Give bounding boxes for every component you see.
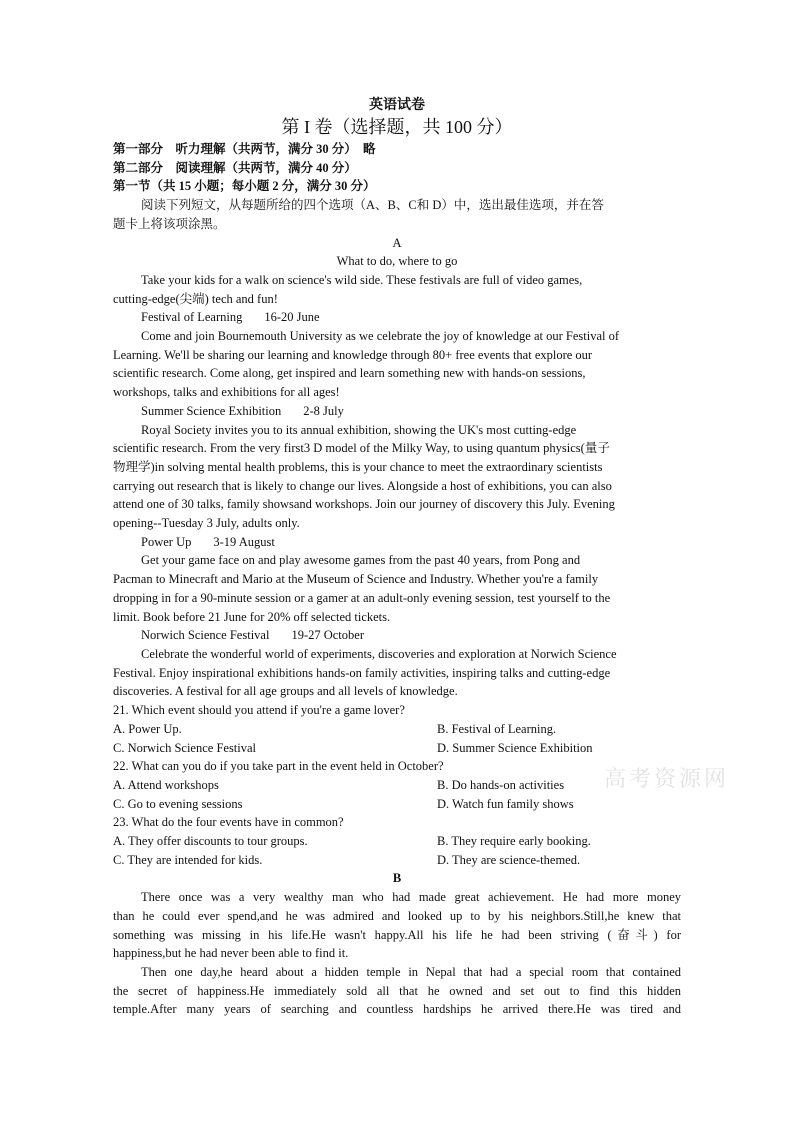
paper-title: 英语试卷	[369, 98, 425, 113]
option-row	[113, 776, 681, 795]
option-row	[113, 739, 681, 758]
passage-line: happiness,but he had never been able to find it.	[113, 946, 349, 961]
option-row	[113, 832, 681, 851]
passage-a-letter: A	[392, 235, 402, 250]
option-row	[113, 720, 681, 739]
passage-b-letter: B	[392, 871, 402, 886]
passage-line: Then one day,he heard about a hidden temple in Nepal that had a special room that contained	[141, 964, 681, 979]
section1-heading: 第一节（共 15 小题；每小题 2 分，满分 30 分）	[113, 179, 376, 194]
passage-line: limit. Book before 21 June for 20% off selected tickets.	[113, 609, 391, 624]
passage-line: something was missing in his life.He wasn't happy.All his life he had been striving (奋斗) for	[113, 927, 681, 942]
event-date: 16-20 June	[264, 310, 320, 325]
passage-line: Royal Society invites you to its annual exhibition, showing the UK's most cutting-edge	[141, 422, 577, 437]
passage-line: attend one of 30 talks, family showsand workshops. Join our journey of discovery this July. Evening	[113, 497, 615, 512]
option-row	[113, 851, 681, 870]
event-date: 2-8 July	[303, 403, 344, 418]
passage-line: Celebrate the wonderful world of experiments, discoveries and exploration at Norwich Science	[141, 646, 617, 661]
option-a[interactable]: A. They offer discounts to tour groups.	[113, 834, 308, 849]
question-stem: 22. What can you do if you take part in the event held in October?	[113, 759, 444, 774]
option-b[interactable]: B. Do hands-on activities	[437, 777, 565, 792]
option-b[interactable]: B. Festival of Learning.	[437, 721, 557, 736]
passage-line: scientific research. From the very first3 D model of the Milky Way, to using quantum physics(量子	[113, 441, 610, 456]
watermark: 高考资源网	[604, 767, 730, 792]
option-a[interactable]: A. Power Up.	[113, 721, 182, 736]
passage-line: opening--Tuesday 3 July, adults only.	[113, 516, 300, 531]
passage-line: dropping in for a 90-minute session or a gamer at an adult-only evening session, test yourself to the	[113, 590, 611, 605]
event-date: 19-27 October	[291, 628, 364, 643]
passage-line: than he could ever spend,and he was admired and looked up to by his neighbors.Still,he knew that	[113, 908, 681, 923]
passage-line: Pacman to Minecraft and Mario at the Museum of Science and Industry. Whether you're a family	[113, 572, 599, 587]
event-name: Summer Science Exhibition	[141, 403, 282, 418]
exam-page	[113, 96, 681, 1019]
part2-heading: 第二部分 阅读理解（共两节，满分 40 分）	[113, 160, 357, 175]
passage-line: There once was a very wealthy man who had made great achievement. He had more money	[141, 890, 681, 905]
passage-line: discoveries. A festival for all age groups and all levels of knowledge.	[113, 684, 458, 699]
passage-line: carrying out research that is likely to change our lives. Alongside a host of exhibitions, you can also	[113, 478, 612, 493]
volume-title: 第 I 卷（选择题，共 100 分）	[281, 117, 513, 137]
option-row	[113, 795, 681, 814]
passage-line: workshops, talks and exhibitions for all ages!	[113, 385, 340, 400]
event-name: Norwich Science Festival	[141, 628, 270, 643]
passage-line: temple.After many years of searching and countless hardships he arrived there.He was tired and	[113, 1002, 681, 1017]
event-name: Power Up	[141, 534, 192, 549]
passage-line: Get your game face on and play awesome games from the past 40 years, from Pong and	[141, 553, 581, 568]
option-d[interactable]: D. Watch fun family shows	[437, 796, 574, 811]
passage-line: Come and join Bournemouth University as we celebrate the joy of knowledge at our Festival of	[141, 329, 620, 344]
passage-line: scientific research. Come along, get inspired and learn something new with hands-on sessions,	[113, 366, 586, 381]
option-c[interactable]: C. They are intended for kids.	[113, 852, 263, 867]
passage-a-title: What to do, where to go	[336, 254, 458, 269]
passage-line: the secret of happiness.He immediately sold all that he owned and set out to find this hidden	[113, 983, 681, 998]
option-d[interactable]: D. They are science-themed.	[437, 852, 581, 867]
event-name: Festival of Learning	[141, 310, 243, 325]
part1-heading: 第一部分 听力理解（共两节，满分 30 分） 略	[113, 142, 376, 156]
question-stem: 23. What do the four events have in common?	[113, 815, 344, 830]
passage-line: Take your kids for a walk on science's wild side. These festivals are full of video games,	[141, 272, 583, 287]
question-stem: 21. Which event should you attend if you're a game lover?	[113, 703, 405, 718]
option-a[interactable]: A. Attend workshops	[113, 777, 219, 792]
event-heading	[113, 533, 681, 552]
passage-line: Festival. Enjoy inspirational exhibitions hands-on family activities, inspiring talks and cutting-edge	[113, 665, 611, 680]
event-heading	[113, 402, 681, 421]
option-c[interactable]: C. Go to evening sessions	[113, 796, 243, 811]
event-heading	[113, 626, 681, 645]
option-d[interactable]: D. Summer Science Exhibition	[437, 740, 593, 755]
option-b[interactable]: B. They require early booking.	[437, 834, 591, 849]
passage-line: Learning. We'll be sharing our learning and knowledge through 80+ free events that explore our	[113, 347, 593, 362]
instructions-line: 题卡上将该项涂黑。	[113, 216, 226, 231]
event-heading	[113, 308, 681, 327]
instructions-line: 阅读下列短文，从每题所给的四个选项（A、B、C和 D）中，选出最佳选项，并在答	[141, 198, 604, 213]
option-c[interactable]: C. Norwich Science Festival	[113, 740, 257, 755]
event-date: 3-19 August	[213, 534, 275, 549]
passage-line: cutting-edge(尖端) tech and fun!	[113, 291, 278, 306]
passage-line: 物理学)in solving mental health problems, this is your chance to meet the extraordinary scientists	[113, 459, 603, 474]
